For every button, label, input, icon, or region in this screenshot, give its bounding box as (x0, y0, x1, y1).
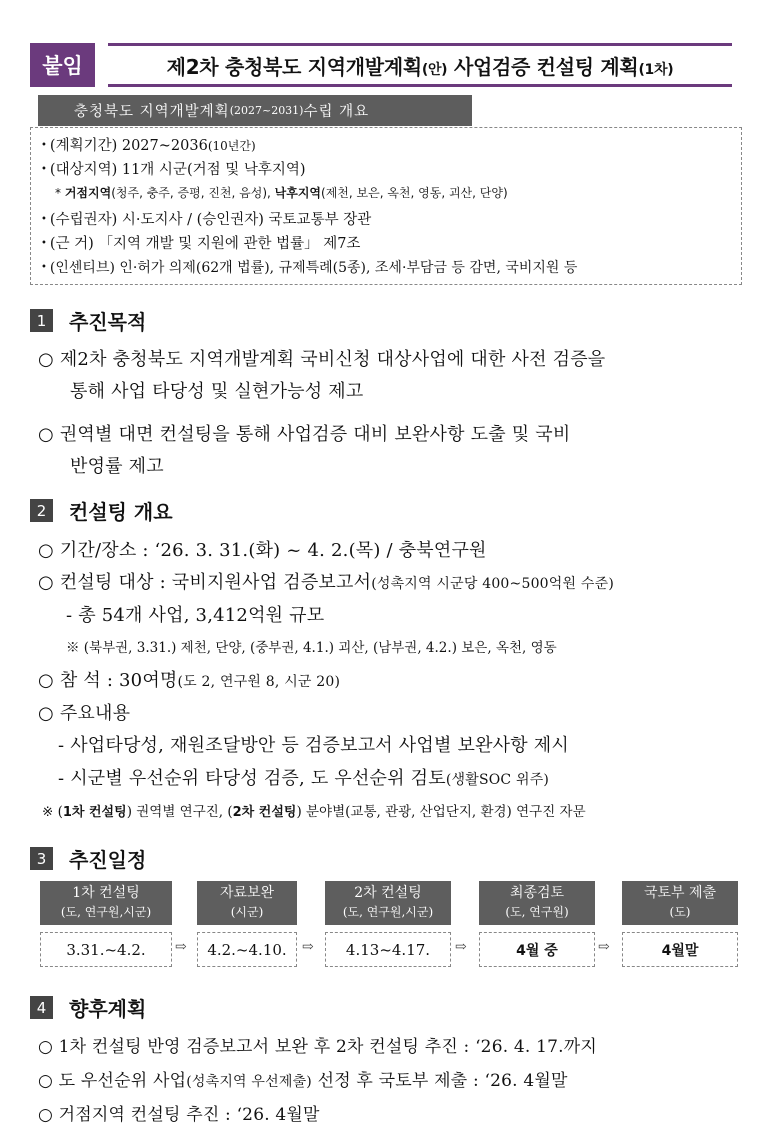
section-title: 추진일정 (69, 848, 147, 872)
schedule-step-who: (도, 연구원) (505, 905, 569, 919)
hub-region-label: 거점지역 (64, 186, 112, 200)
arrow-right-icon: ⇨ (302, 939, 314, 955)
bullet: • (41, 214, 47, 225)
schedule-step-5-header (622, 881, 738, 925)
overview-title-years: (2027~2031) (229, 104, 304, 117)
overview-region (41, 158, 306, 179)
title-draft-mark: (안) (421, 61, 448, 78)
first-consulting-label: 1차 컨설팅 (62, 805, 127, 820)
overview-box (30, 127, 742, 285)
plan-item-2-note: (성촉지역 우선제출) (186, 1074, 312, 1090)
plan-item-2-text: ○ 도 우선순위 사업 (38, 1071, 187, 1091)
overview-title-suffix: 수립 개요 (303, 104, 370, 120)
overview-authority-text: (수립권자) 시·도지사 / (승인권자) 국토교통부 장관 (49, 212, 372, 228)
schedule-step-name: 1차 컨설팅 (72, 885, 140, 901)
schedule-step-name: 최종검토 (509, 885, 565, 901)
lagging-region-list: (제천, 보은, 옥천, 영동, 괴산, 단양) (321, 186, 508, 200)
consulting-region-note: ※ (북부권, 3.31.) 제천, 단양, (중부권, 4.1.) 괴산, (남부권, 4.2.) 보은, 옥천, 영동 (66, 640, 557, 656)
schedule-step-5-date: 4월말 (622, 932, 738, 967)
bullet: • (41, 140, 47, 151)
hub-region-list: (청주, 충주, 증평, 진천, 음성), (111, 186, 275, 200)
schedule-step-2-date: 4.2.~4.10. (197, 932, 297, 967)
bullet: • (41, 262, 47, 273)
consulting-total: - 총 54개 사업, 3,412억원 규모 (66, 605, 325, 626)
plan-item-2 (38, 1066, 568, 1091)
plan-item-2-suffix: 선정 후 국토부 제출 : ‘26. 4월말 (311, 1071, 568, 1091)
attendees-text: ○ 참 석 : 30여명 (38, 670, 178, 691)
footnote-part: ) 분야별(교통, 관광, 산업단지, 환경) 연구진 자문 (296, 804, 586, 820)
schedule-step-3-date: 4.13~4.17. (325, 932, 451, 967)
overview-title-text: 충청북도 지역개발계획 (74, 104, 230, 120)
schedule-step-2-header (197, 881, 297, 925)
section-number: 1 (30, 309, 53, 332)
main-content-item-2-note: (생활SOC 위주) (445, 772, 550, 788)
overview-period-text: (계획기간) 2027~2036 (49, 138, 208, 154)
title-round-mark: (1차) (638, 61, 674, 78)
section-4-header (30, 993, 146, 1022)
overview-incentive (41, 257, 577, 277)
arrow-right-icon: ⇨ (175, 939, 187, 955)
schedule-step-who: (도, 연구원,시군) (342, 905, 434, 919)
consulting-period: ○ 기간/장소 : ‘26. 3. 31.(화) ~ 4. 2.(목) / 충북연구원 (38, 540, 487, 561)
plan-item-1: ○ 1차 컨설팅 반영 검증보고서 보완 후 2차 컨설팅 추진 : ‘26. 4. 17.까지 (38, 1037, 598, 1057)
schedule-step-3-header (325, 881, 451, 925)
section-1-header (30, 306, 146, 335)
main-content-item-1: - 사업타당성, 재원조달방안 등 검증보고서 사업별 보완사항 제시 (58, 735, 569, 756)
footnote-part: ) 권역별 연구진, ( (126, 804, 233, 820)
schedule-step-who: (도, 연구원,시군) (60, 905, 152, 919)
title-text-sub: 사업검증 컨설팅 계획 (447, 54, 639, 79)
section-number: 4 (30, 996, 53, 1019)
bullet: • (41, 164, 47, 175)
overview-incentive-text: (인센티브) 인·허가 의제(62개 법률), 규제특례(5종), 조세·부담금 등 감면, 국비지원 등 (49, 260, 578, 276)
schedule-step-who: (도) (669, 905, 691, 919)
overview-authority (41, 208, 371, 229)
attendees-breakdown: (도 2, 연구원 8, 시군 20) (177, 674, 341, 690)
schedule-step-1-date: 3.31.~4.2. (40, 932, 172, 967)
lagging-region-label: 낙후지역 (274, 186, 322, 200)
consulting-attendees (38, 666, 340, 692)
consulting-target-text: ○ 컨설팅 대상 : 국비지원사업 검증보고서 (38, 572, 372, 593)
second-consulting-label: 2차 컨설팅 (232, 805, 297, 820)
document-title (108, 43, 732, 87)
asterisk: * (55, 186, 65, 200)
section-number: 2 (30, 499, 53, 522)
overview-region-detail (55, 184, 508, 201)
main-content-item-2-text: - 시군별 우선순위 타당성 검증, 도 우선순위 검토 (58, 768, 446, 789)
section-title: 추진목적 (69, 310, 147, 334)
attachment-badge: 붙임 (30, 43, 95, 87)
purpose-item-1-line-1: ○ 제2차 충청북도 지역개발계획 국비신청 대상사업에 대한 사전 검증을 (38, 349, 606, 370)
plan-item-3: ○ 거점지역 컨설팅 추진 : ‘26. 4월말 (38, 1105, 320, 1125)
overview-period-note: (10년간) (207, 139, 256, 153)
consulting-footnote (42, 800, 586, 820)
title-text-main: 제2차 충청북도 지역개발계획 (166, 54, 422, 79)
consulting-target (38, 568, 614, 594)
schedule-step-name: 자료보완 (219, 885, 275, 901)
bullet: • (41, 238, 47, 249)
overview-period (41, 134, 256, 155)
schedule-step-name: 국토부 제출 (643, 885, 717, 901)
section-3-header (30, 844, 146, 873)
schedule-step-4-date: 4월 중 (479, 932, 595, 967)
main-content-heading: ○ 주요내용 (38, 703, 131, 724)
overview-title (38, 95, 472, 126)
section-2-header (30, 496, 173, 525)
overview-region-text: (대상지역) 11개 시군(거점 및 낙후지역) (49, 162, 306, 178)
footnote-part: ※ ( (42, 804, 63, 820)
schedule-step-4-header (479, 881, 595, 925)
schedule-step-1-header (40, 881, 172, 925)
arrow-right-icon: ⇨ (455, 939, 467, 955)
main-content-item-2 (58, 764, 549, 790)
schedule-step-who: (시군) (230, 905, 264, 919)
schedule-step-name: 2차 컨설팅 (354, 885, 422, 901)
consulting-target-note: (성촉지역 시군당 400~500억원 수준) (371, 576, 614, 592)
purpose-item-2-line-2: 반영률 제고 (70, 456, 164, 477)
purpose-item-1-line-2: 통해 사업 타당성 및 실현가능성 제고 (70, 381, 364, 402)
section-title: 컨설팅 개요 (69, 500, 173, 524)
section-title: 향후계획 (69, 997, 147, 1021)
section-number: 3 (30, 847, 53, 870)
arrow-right-icon: ⇨ (598, 939, 610, 955)
overview-basis-text: (근 거) 「지역 개발 및 지원에 관한 법률」 제7조 (49, 236, 361, 252)
overview-basis (41, 232, 360, 253)
purpose-item-2-line-1: ○ 권역별 대면 컨설팅을 통해 사업검증 대비 보완사항 도출 및 국비 (38, 424, 571, 445)
